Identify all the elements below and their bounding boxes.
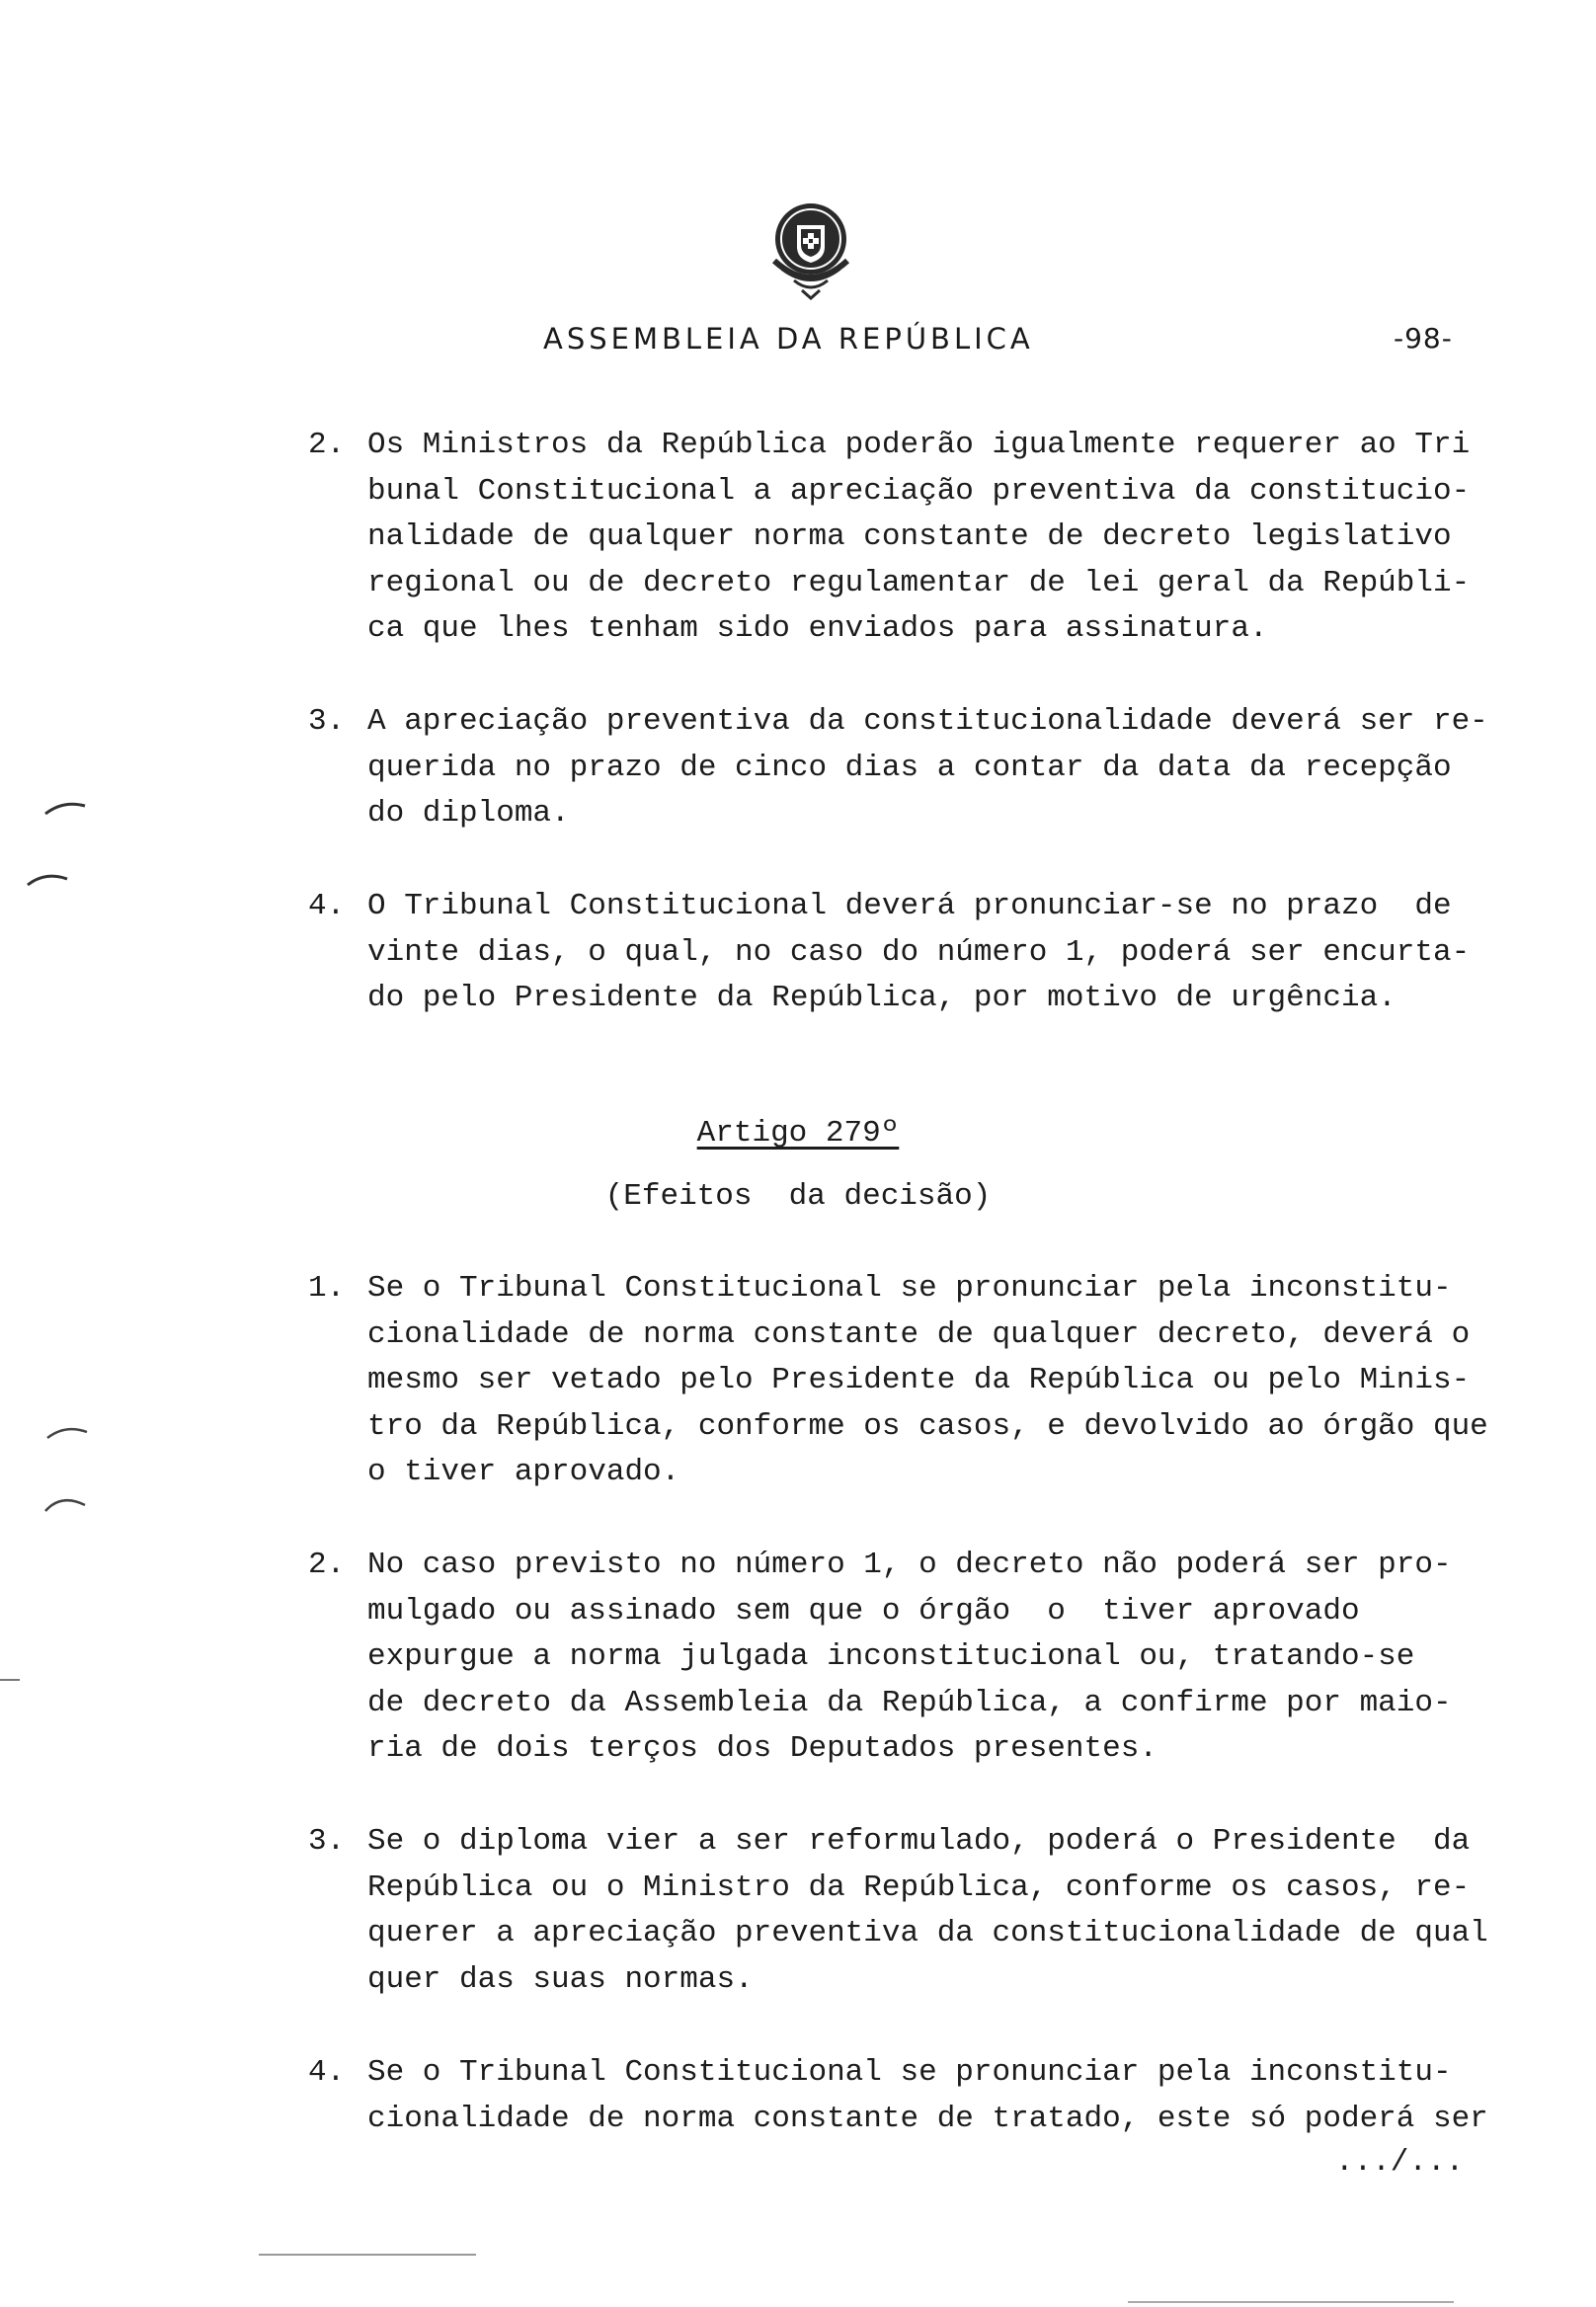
paragraph-line: A apreciação preventiva da constitucionalidade deverá ser re- xyxy=(367,704,1488,739)
paragraph-line: o tiver aprovado. xyxy=(367,1455,680,1489)
paragraph-number: 2. xyxy=(308,428,346,462)
paragraph-line: regional ou de decreto regulamentar de lei geral da Repúbli- xyxy=(367,565,1471,600)
article-subtitle: (Efeitos da decisão) xyxy=(604,1179,992,1214)
paragraph-number: 3. xyxy=(308,704,346,739)
paragraph-2-top xyxy=(308,423,1493,653)
paragraph-number: 4. xyxy=(308,2055,346,2090)
paragraph-line: nalidade de qualquer norma constante de decreto legislativo xyxy=(367,519,1452,554)
paragraph-line: cionalidade de norma constante de qualquer decreto, deverá o xyxy=(367,1316,1471,1352)
footer-scan-line xyxy=(1128,2301,1454,2303)
paragraph-4-top xyxy=(308,884,1493,1022)
paragraph-line: mesmo ser vetado pelo Presidente da República ou pelo Minis- xyxy=(367,1363,1471,1397)
paragraph-line: mulgado ou assinado sem que o órgão o tiver aprovado xyxy=(367,1593,1360,1629)
paragraph-line: cionalidade de norma constante de tratado, este só poderá ser xyxy=(367,2101,1488,2136)
paragraph-line: querida no prazo de cinco dias a contar da data da recepção xyxy=(367,750,1452,785)
paragraph-line: tro da República, conforme os casos, e devolvido ao órgão que xyxy=(367,1408,1488,1444)
paragraph-line: Se o diploma vier a ser reformulado, poderá o Presidente da xyxy=(367,1824,1471,1859)
paragraph-line: ca que lhes tenham sido enviados para assinatura. xyxy=(367,611,1268,646)
paragraph-line: do pelo Presidente da República, por motivo de urgência. xyxy=(367,981,1396,1015)
header-title: ASSEMBLEIA DA REPÚBLICA xyxy=(543,322,1034,356)
margin-arc-mark xyxy=(45,1420,89,1442)
margin-arc-mark xyxy=(43,1491,87,1513)
paragraph-number: 1. xyxy=(308,1271,346,1306)
article-paragraph-4 xyxy=(308,2050,1493,2142)
article-paragraph-1 xyxy=(308,1266,1493,1496)
article-title xyxy=(0,1116,1596,1151)
portuguese-coat-of-arms-icon xyxy=(764,199,857,302)
paragraph-3-top xyxy=(308,699,1493,837)
paragraph-line: O Tribunal Constitucional deverá pronunciar-se no prazo de xyxy=(367,889,1452,923)
paragraph-line: República ou o Ministro da República, conforme os casos, re- xyxy=(367,1869,1471,1905)
paragraph-number: 3. xyxy=(308,1824,346,1859)
paragraph-line: quer das suas normas. xyxy=(367,1961,754,1997)
article-title-text: Artigo 279º xyxy=(696,1116,900,1151)
paragraph-line: bunal Constitucional a apreciação preventiva da constitucio- xyxy=(367,473,1471,509)
paragraph-line: No caso previsto no número 1, o decreto não poderá ser pro- xyxy=(367,1548,1452,1582)
paragraph-line: do diploma. xyxy=(367,796,570,831)
continuation-mark: .../... xyxy=(1335,2145,1465,2180)
margin-arc-mark xyxy=(26,867,69,889)
margin-arc-mark xyxy=(43,796,87,818)
paragraph-line: expurgue a norma julgada inconstitucional ou, tratando-se xyxy=(367,1639,1415,1674)
paragraph-line: de decreto da Assembleia da República, a confirme por maio- xyxy=(367,1685,1452,1720)
paragraph-line: Se o Tribunal Constitucional se pronunciar pela inconstitu- xyxy=(367,2055,1452,2090)
paragraph-number: 2. xyxy=(308,1548,346,1582)
margin-dash xyxy=(0,1679,20,1681)
paragraph-line: Se o Tribunal Constitucional se pronunciar pela inconstitu- xyxy=(367,1271,1452,1306)
page-number: -98- xyxy=(1394,322,1453,355)
footer-scan-line xyxy=(259,2254,476,2256)
paragraph-line: ria de dois terços dos Deputados presentes. xyxy=(367,1731,1157,1766)
article-paragraph-3 xyxy=(308,1819,1493,2003)
paragraph-line: querer a apreciação preventiva da constitucionalidade de qual xyxy=(367,1916,1488,1950)
article-paragraph-2 xyxy=(308,1543,1493,1773)
paragraph-number: 4. xyxy=(308,889,346,923)
paragraph-line: Os Ministros da República poderão igualmente requerer ao Tri xyxy=(367,428,1471,462)
paragraph-line: vinte dias, o qual, no caso do número 1, poderá ser encurta- xyxy=(367,934,1471,970)
